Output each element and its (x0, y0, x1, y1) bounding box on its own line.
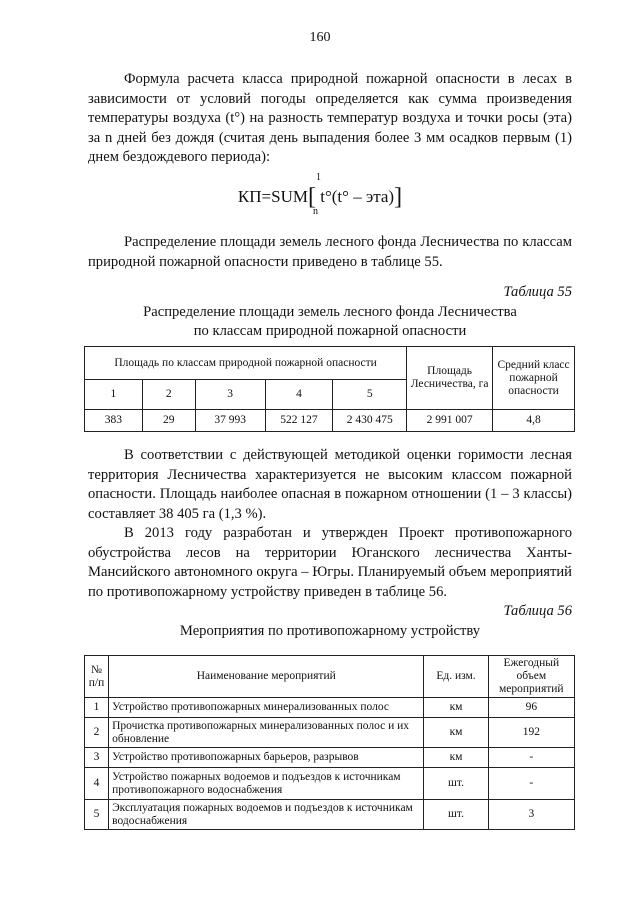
table56 (84, 655, 575, 830)
table55-reference-paragraph (88, 233, 572, 272)
table56-row-volume: - (488, 768, 574, 800)
table55-class-4: 4 (265, 380, 333, 410)
formula-sum: SUM (271, 187, 308, 206)
table55-title-line2: по классам природной пожарной опасности (193, 323, 467, 339)
table55-average-class: 4,8 (493, 410, 575, 432)
page-number: 160 (309, 30, 331, 45)
table56-row-num: 5 (85, 800, 109, 830)
table55-class-3: 3 (195, 380, 265, 410)
table56-row-name: Устройство противопожарных минерализованных полос (109, 698, 424, 718)
table56-volume-header: Ежегодный объем мероприятий (488, 656, 574, 698)
table55 (84, 346, 575, 432)
table-row (85, 768, 575, 800)
table56-row-unit: шт. (424, 800, 488, 830)
table55-class-1: 1 (85, 380, 143, 410)
table-row (85, 698, 575, 718)
table55-value-class-2: 29 (142, 410, 195, 432)
table55-class-5: 5 (333, 380, 407, 410)
intro-paragraph (88, 70, 572, 168)
table55-title-line1: Распределение площади земель лесного фонда Лесничества (143, 304, 517, 320)
formula-bracket-close: ] (394, 184, 403, 210)
para4-text: В 2013 году разработан и утвержден Проект противопожарного обустройства лесов на территории Юганского лесничества Ханты-Мансийского автономного округа – Югры. Планируемый объем мероприятий по противопожарному устройству приведен в таблице 56. (88, 525, 572, 600)
table56-row-unit: шт. (424, 768, 488, 800)
table56-row-unit: км (424, 718, 488, 748)
table55-caption: Таблица 55 (503, 284, 572, 300)
table55-area-header: Площадь Лесничества, га (407, 347, 493, 410)
para3-text: В соответствии с действующей методикой оценки горимости лесная территория Лесничества характеризуется не высоким классом пожарной опасности. Площадь наиболее опасная в пожарном отношении (1 – 3 классы) составляет 38 405 га (1,3 %). (88, 447, 572, 522)
table-row (85, 718, 575, 748)
formula (0, 172, 640, 216)
table56-row-volume: 192 (488, 718, 574, 748)
table56-row-name: Устройство противопожарных барьеров, разрывов (109, 748, 424, 768)
assessment-paragraph (88, 446, 572, 602)
intro-text: Формула расчета класса природной пожарной опасности в лесах в зависимости от условий погоды определяется как сумма произведения температуры воздуха (t°) на разность температур воздуха и точки росы (эта) за n дней без дождя (считая день выпадения более 3 мм осадков первым (1) днем бездождевого периода): (88, 71, 572, 165)
table56-name-header: Наименование мероприятий (109, 656, 424, 698)
table56-title: Мероприятия по противопожарному устройству (179, 623, 481, 639)
table56-unit-header: Ед. изм. (424, 656, 488, 698)
table56-row-num: 1 (85, 698, 109, 718)
table55-average-class-header: Средний класс пожарной опасности (493, 347, 575, 410)
formula-lower-limit: n (313, 206, 318, 217)
table56-row-num: 4 (85, 768, 109, 800)
table56-row-volume: 96 (488, 698, 574, 718)
table-row (85, 748, 575, 768)
table56-row-name: Эксплуатация пожарных водоемов и подъездов к источникам водоснабжения (109, 800, 424, 830)
table56-caption: Таблица 56 (503, 603, 572, 619)
table-row (85, 800, 575, 830)
formula-expression: t°(t° – эта) (320, 187, 395, 206)
table55-title (88, 303, 572, 341)
table56-row-unit: км (424, 748, 488, 768)
table56-row-num: 2 (85, 718, 109, 748)
formula-bracket-open: [ (307, 184, 316, 210)
table56-row-volume: - (488, 748, 574, 768)
table56-row-num: 3 (85, 748, 109, 768)
table55-value-class-4: 522 127 (265, 410, 333, 432)
para2-text: Распределение площади земель лесного фонда Лесничества по классам природной пожарной опасности приведено в таблице 55. (88, 234, 572, 270)
table56-row-unit: км (424, 698, 488, 718)
table56-row-volume: 3 (488, 800, 574, 830)
formula-main (0, 184, 640, 211)
table55-data-row (85, 410, 575, 432)
formula-lhs: КП= (237, 187, 272, 206)
table55-class-2: 2 (142, 380, 195, 410)
table56-row-name: Устройство пожарных водоемов и подъездов к источникам противопожарного водоснабжения (109, 768, 424, 800)
table55-value-class-3: 37 993 (195, 410, 265, 432)
table55-value-class-1: 383 (85, 410, 143, 432)
table55-total-area: 2 991 007 (407, 410, 493, 432)
table56-row-name: Прочистка противопожарных минерализованных полос и их обновление (109, 718, 424, 748)
table55-value-class-5: 2 430 475 (333, 410, 407, 432)
formula-upper-limit: 1 (316, 172, 321, 183)
table56-num-header: № п/п (85, 656, 109, 698)
table55-area-by-class-header: Площадь по классам природной пожарной опасности (85, 347, 407, 380)
